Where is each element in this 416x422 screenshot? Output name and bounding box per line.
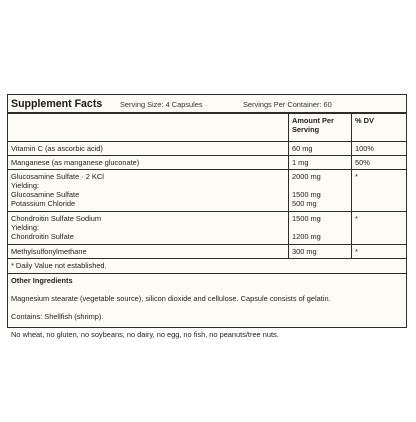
footnote-cell: [8, 259, 406, 273]
nutrient-name: Vitamin C (as ascorbic acid): [11, 144, 103, 153]
nutrient-name: Chondroitin Sulfate Sodium: [11, 214, 101, 223]
row-dv-cell: [352, 212, 406, 244]
row-amount-cell: [289, 170, 352, 211]
nutrient-yield-label: Yielding:: [11, 180, 40, 190]
panel-header: [8, 95, 406, 114]
table-header-row: [8, 114, 406, 142]
other-ingredients-section: [8, 274, 406, 340]
serving-size: Serving Size: 4 Capsules: [120, 100, 203, 109]
daily-value-footnote: * Daily Value not established.: [11, 261, 107, 270]
ingredients-text: Magnesium stearate (vegetable source), silicon dioxide and cellulose. Capsule consists of gelatin.: [11, 293, 331, 303]
nutrient-sub-amount: 1500 mg: [292, 189, 321, 199]
nutrient-dv: *: [355, 214, 358, 223]
nutrient-amount: 2000 mg: [292, 172, 321, 181]
nutrient-dv: *: [355, 247, 358, 256]
row-amount-cell: [289, 212, 352, 244]
row-name-cell: [8, 212, 289, 244]
servings-per-container: Servings Per Container: 60: [243, 100, 332, 109]
nutrient-sub-amount: 1200 mg: [292, 231, 321, 241]
free-of-text: No wheat, no gluten, no soybeans, no dairy, no egg, no fish, no peanuts/tree nuts.: [11, 329, 279, 339]
table-row: [8, 212, 406, 245]
row-dv-cell: [352, 245, 406, 258]
nutrient-name: Methylsulfonylmethane: [11, 247, 87, 256]
row-name-cell: [8, 142, 289, 155]
row-name-cell: [8, 156, 289, 169]
nutrient-amount: 1500 mg: [292, 214, 321, 223]
nutrient-name: Manganese (as manganese gluconate): [11, 158, 140, 167]
table-row: [8, 245, 406, 259]
row-amount-cell: [289, 245, 352, 258]
header-dv: % DV: [355, 116, 374, 125]
table-row: [8, 156, 406, 170]
header-amount-line2: Serving: [292, 124, 320, 134]
header-amount-line1: Amount Per: [292, 116, 334, 125]
nutrient-dv: 100%: [355, 144, 374, 153]
header-name-cell: [8, 114, 289, 141]
table-row: [8, 142, 406, 156]
footnote-row: [8, 259, 406, 274]
header-amount-cell: [289, 114, 352, 141]
panel-title: Supplement Facts: [11, 98, 103, 110]
supplement-facts-panel: [7, 94, 407, 339]
allergen-text: Contains: Shellfish (shrimp).: [11, 311, 104, 321]
nutrient-amount: 300 mg: [292, 247, 317, 256]
row-dv-cell: [352, 170, 406, 211]
row-dv-cell: [352, 156, 406, 169]
nutrient-sub-name: Potassium Chloride: [11, 198, 76, 208]
row-amount-cell: [289, 156, 352, 169]
nutrient-sub-amount: 500 mg: [292, 198, 317, 208]
header-dv-cell: [352, 114, 406, 141]
nutrient-name: Glucosamine Sulfate · 2 KCl: [11, 172, 104, 181]
nutrient-sub-name: Chondroitin Sulfate: [11, 231, 74, 241]
row-amount-cell: [289, 142, 352, 155]
row-dv-cell: [352, 142, 406, 155]
table-row: [8, 170, 406, 212]
nutrient-dv: 50%: [355, 158, 370, 167]
row-name-cell: [8, 170, 289, 211]
nutrient-sub-name: Glucosamine Sulfate: [11, 189, 80, 199]
nutrient-yield-label: Yielding:: [11, 222, 40, 232]
other-ingredients-title: Other Ingredients: [11, 276, 73, 285]
row-name-cell: [8, 245, 289, 258]
nutrient-amount: 60 mg: [292, 144, 313, 153]
nutrient-amount: 1 mg: [292, 158, 309, 167]
nutrient-dv: *: [355, 172, 358, 181]
